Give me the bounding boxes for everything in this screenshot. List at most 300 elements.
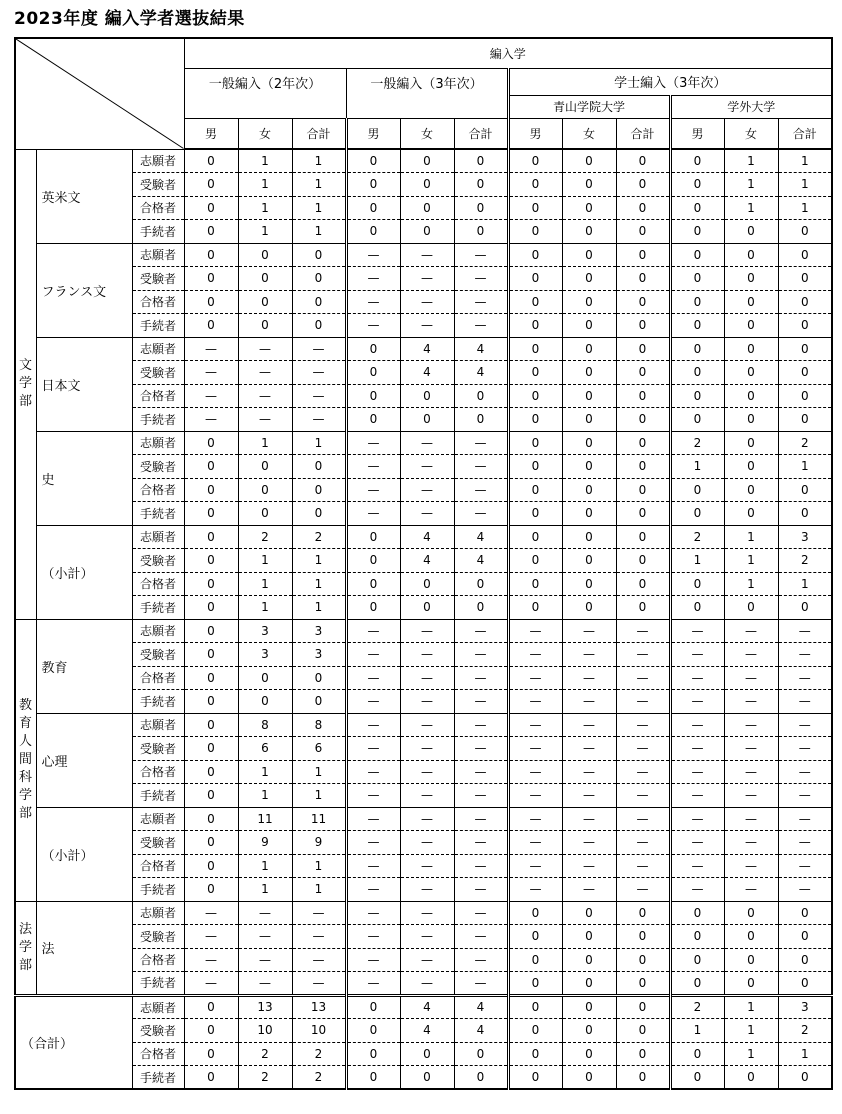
- value-cell: 0: [454, 408, 508, 432]
- value-cell: —: [670, 854, 724, 878]
- value-cell: 0: [184, 854, 238, 878]
- value-cell: —: [346, 784, 400, 808]
- category-label: 受験者: [132, 549, 184, 573]
- value-cell: 0: [238, 502, 292, 526]
- category-label: 受験者: [132, 831, 184, 855]
- value-cell: 0: [184, 784, 238, 808]
- category-label: 合格者: [132, 760, 184, 784]
- value-cell: 0: [778, 972, 832, 996]
- value-cell: —: [400, 643, 454, 667]
- value-cell: 0: [724, 948, 778, 972]
- value-cell: —: [562, 619, 616, 643]
- value-cell: —: [400, 972, 454, 996]
- category-label: 受験者: [132, 361, 184, 385]
- table-row: [15, 478, 832, 502]
- value-cell: 0: [400, 1042, 454, 1066]
- value-cell: 10: [238, 1019, 292, 1043]
- value-cell: —: [616, 784, 670, 808]
- value-cell: —: [670, 784, 724, 808]
- value-cell: 0: [292, 455, 346, 479]
- value-cell: 0: [724, 478, 778, 502]
- value-cell: —: [454, 502, 508, 526]
- value-cell: —: [778, 713, 832, 737]
- value-cell: 0: [616, 361, 670, 385]
- value-cell: —: [292, 972, 346, 996]
- value-cell: 0: [454, 149, 508, 173]
- value-cell: —: [454, 690, 508, 714]
- value-cell: —: [562, 831, 616, 855]
- value-cell: 1: [292, 196, 346, 220]
- table-row: [15, 502, 832, 526]
- value-cell: 1: [292, 854, 346, 878]
- value-cell: 0: [778, 502, 832, 526]
- column-header-8: 合計: [616, 118, 670, 149]
- value-cell: 1: [238, 878, 292, 902]
- value-cell: 1: [724, 1019, 778, 1043]
- value-cell: —: [508, 737, 562, 761]
- value-cell: 1: [238, 220, 292, 244]
- value-cell: —: [778, 760, 832, 784]
- value-cell: —: [778, 643, 832, 667]
- value-cell: —: [778, 690, 832, 714]
- value-cell: —: [562, 690, 616, 714]
- value-cell: 0: [562, 1066, 616, 1090]
- value-cell: 0: [670, 243, 724, 267]
- value-cell: 0: [508, 1042, 562, 1066]
- value-cell: 0: [238, 455, 292, 479]
- faculty-label: 法学部: [15, 901, 36, 995]
- value-cell: 0: [724, 972, 778, 996]
- category-label: 志願者: [132, 243, 184, 267]
- value-cell: —: [400, 784, 454, 808]
- value-cell: 0: [184, 690, 238, 714]
- value-cell: 9: [292, 831, 346, 855]
- value-cell: 0: [724, 502, 778, 526]
- value-cell: —: [724, 784, 778, 808]
- value-cell: 1: [292, 149, 346, 173]
- value-cell: —: [292, 337, 346, 361]
- value-cell: —: [778, 666, 832, 690]
- value-cell: 0: [616, 572, 670, 596]
- table-row: [15, 455, 832, 479]
- category-label: 志願者: [132, 525, 184, 549]
- value-cell: 0: [454, 173, 508, 197]
- value-cell: —: [400, 314, 454, 338]
- value-cell: —: [346, 972, 400, 996]
- value-cell: 1: [238, 596, 292, 620]
- value-cell: 0: [346, 220, 400, 244]
- value-cell: 1: [292, 220, 346, 244]
- value-cell: 2: [238, 1042, 292, 1066]
- value-cell: 0: [508, 196, 562, 220]
- value-cell: —: [400, 267, 454, 291]
- value-cell: —: [400, 455, 454, 479]
- category-label: 手続者: [132, 878, 184, 902]
- value-cell: 0: [184, 502, 238, 526]
- value-cell: —: [346, 267, 400, 291]
- value-cell: 0: [508, 173, 562, 197]
- column-header-4: 女: [400, 118, 454, 149]
- value-cell: 0: [616, 196, 670, 220]
- value-cell: 1: [238, 431, 292, 455]
- value-cell: —: [400, 854, 454, 878]
- value-cell: 1: [670, 549, 724, 573]
- value-cell: —: [670, 737, 724, 761]
- value-cell: —: [238, 384, 292, 408]
- value-cell: 0: [670, 149, 724, 173]
- value-cell: —: [508, 831, 562, 855]
- value-cell: —: [346, 831, 400, 855]
- column-header-10: 女: [724, 118, 778, 149]
- table-row: [15, 549, 832, 573]
- value-cell: 0: [670, 408, 724, 432]
- value-cell: —: [400, 502, 454, 526]
- category-label: 合格者: [132, 666, 184, 690]
- value-cell: 0: [184, 572, 238, 596]
- value-cell: 0: [346, 995, 400, 1019]
- category-label: 志願者: [132, 337, 184, 361]
- value-cell: 0: [184, 314, 238, 338]
- value-cell: 0: [346, 408, 400, 432]
- value-cell: —: [562, 807, 616, 831]
- value-cell: 0: [346, 361, 400, 385]
- value-cell: 0: [292, 314, 346, 338]
- value-cell: 2: [670, 995, 724, 1019]
- category-label: 受験者: [132, 173, 184, 197]
- value-cell: 0: [616, 337, 670, 361]
- value-cell: 0: [778, 948, 832, 972]
- value-cell: —: [616, 666, 670, 690]
- value-cell: —: [778, 737, 832, 761]
- value-cell: 0: [184, 807, 238, 831]
- value-cell: —: [184, 972, 238, 996]
- table-row: [15, 173, 832, 197]
- value-cell: —: [184, 361, 238, 385]
- table-row: [15, 314, 832, 338]
- value-cell: 0: [508, 361, 562, 385]
- value-cell: 0: [724, 384, 778, 408]
- table-row: [15, 619, 832, 643]
- value-cell: 0: [616, 173, 670, 197]
- value-cell: 0: [616, 901, 670, 925]
- value-cell: —: [616, 737, 670, 761]
- value-cell: 0: [346, 384, 400, 408]
- value-cell: 0: [454, 1066, 508, 1090]
- column-header-11: 合計: [778, 118, 832, 149]
- value-cell: 0: [562, 337, 616, 361]
- value-cell: 8: [238, 713, 292, 737]
- category-label: 手続者: [132, 314, 184, 338]
- value-cell: 0: [184, 995, 238, 1019]
- value-cell: 11: [292, 807, 346, 831]
- table-row: [15, 361, 832, 385]
- value-cell: 0: [724, 361, 778, 385]
- value-cell: 1: [292, 431, 346, 455]
- category-label: 合格者: [132, 572, 184, 596]
- department-label: 教育: [36, 619, 132, 713]
- value-cell: 1: [778, 196, 832, 220]
- value-cell: 0: [292, 267, 346, 291]
- value-cell: —: [346, 878, 400, 902]
- value-cell: 0: [508, 290, 562, 314]
- value-cell: 0: [346, 1042, 400, 1066]
- category-label: 受験者: [132, 737, 184, 761]
- value-cell: —: [616, 878, 670, 902]
- value-cell: —: [778, 878, 832, 902]
- table-row: [15, 149, 832, 173]
- category-label: 志願者: [132, 807, 184, 831]
- value-cell: 0: [616, 995, 670, 1019]
- value-cell: 0: [454, 1042, 508, 1066]
- value-cell: 0: [508, 948, 562, 972]
- value-cell: 0: [184, 760, 238, 784]
- value-cell: 0: [724, 243, 778, 267]
- value-cell: 0: [292, 666, 346, 690]
- value-cell: 0: [562, 173, 616, 197]
- value-cell: 3: [292, 619, 346, 643]
- value-cell: 0: [562, 478, 616, 502]
- value-cell: —: [454, 972, 508, 996]
- category-label: 合格者: [132, 290, 184, 314]
- value-cell: —: [400, 737, 454, 761]
- header-bachelor-aoyama: 青山学院大学: [508, 95, 670, 118]
- value-cell: 0: [508, 549, 562, 573]
- value-cell: 1: [670, 455, 724, 479]
- category-label: 合格者: [132, 196, 184, 220]
- value-cell: —: [454, 619, 508, 643]
- value-cell: 0: [778, 290, 832, 314]
- value-cell: —: [724, 807, 778, 831]
- value-cell: 0: [562, 220, 616, 244]
- value-cell: 4: [400, 549, 454, 573]
- category-label: 受験者: [132, 267, 184, 291]
- value-cell: —: [454, 666, 508, 690]
- value-cell: 0: [616, 972, 670, 996]
- value-cell: —: [238, 361, 292, 385]
- value-cell: 1: [778, 572, 832, 596]
- value-cell: —: [238, 925, 292, 949]
- value-cell: —: [346, 431, 400, 455]
- value-cell: —: [724, 737, 778, 761]
- value-cell: —: [454, 760, 508, 784]
- category-label: 志願者: [132, 713, 184, 737]
- value-cell: 0: [184, 431, 238, 455]
- category-label: 受験者: [132, 643, 184, 667]
- value-cell: 2: [778, 431, 832, 455]
- value-cell: 0: [292, 690, 346, 714]
- table-row: [15, 337, 832, 361]
- value-cell: 0: [238, 243, 292, 267]
- value-cell: 2: [238, 1066, 292, 1090]
- value-cell: —: [508, 760, 562, 784]
- table-row: [15, 878, 832, 902]
- value-cell: 0: [562, 596, 616, 620]
- category-label: 合格者: [132, 948, 184, 972]
- value-cell: —: [292, 408, 346, 432]
- column-header-3: 男: [346, 118, 400, 149]
- value-cell: 0: [400, 173, 454, 197]
- value-cell: —: [292, 384, 346, 408]
- table-row: [15, 807, 832, 831]
- value-cell: 0: [562, 267, 616, 291]
- value-cell: —: [670, 666, 724, 690]
- value-cell: —: [616, 831, 670, 855]
- value-cell: —: [346, 502, 400, 526]
- value-cell: 0: [508, 596, 562, 620]
- value-cell: 0: [184, 525, 238, 549]
- value-cell: 4: [454, 995, 508, 1019]
- value-cell: 0: [454, 220, 508, 244]
- value-cell: 0: [616, 431, 670, 455]
- category-label: 手続者: [132, 1066, 184, 1090]
- value-cell: —: [508, 878, 562, 902]
- value-cell: —: [724, 831, 778, 855]
- value-cell: —: [400, 290, 454, 314]
- department-label: （小計）: [36, 807, 132, 901]
- value-cell: —: [346, 455, 400, 479]
- value-cell: 0: [562, 925, 616, 949]
- value-cell: —: [454, 901, 508, 925]
- category-label: 手続者: [132, 502, 184, 526]
- value-cell: —: [724, 666, 778, 690]
- value-cell: 0: [508, 972, 562, 996]
- value-cell: 0: [562, 549, 616, 573]
- value-cell: 0: [562, 455, 616, 479]
- value-cell: 0: [562, 361, 616, 385]
- value-cell: 1: [724, 572, 778, 596]
- value-cell: 0: [724, 220, 778, 244]
- value-cell: 0: [346, 149, 400, 173]
- value-cell: 4: [454, 337, 508, 361]
- value-cell: 10: [292, 1019, 346, 1043]
- table-row: [15, 666, 832, 690]
- value-cell: 0: [508, 502, 562, 526]
- corner-diagonal-line: [16, 39, 184, 149]
- value-cell: 0: [616, 220, 670, 244]
- value-cell: —: [184, 384, 238, 408]
- value-cell: —: [400, 690, 454, 714]
- value-cell: —: [670, 619, 724, 643]
- value-cell: 1: [292, 572, 346, 596]
- value-cell: 0: [562, 290, 616, 314]
- value-cell: 0: [616, 925, 670, 949]
- category-label: 志願者: [132, 431, 184, 455]
- table-row: [15, 525, 832, 549]
- value-cell: 0: [292, 478, 346, 502]
- value-cell: 3: [238, 619, 292, 643]
- value-cell: —: [616, 854, 670, 878]
- table-row: [15, 1042, 832, 1066]
- table-row: [15, 737, 832, 761]
- department-label: 史: [36, 431, 132, 525]
- table-row: [15, 196, 832, 220]
- value-cell: —: [184, 925, 238, 949]
- value-cell: 0: [670, 948, 724, 972]
- value-cell: —: [346, 619, 400, 643]
- value-cell: 0: [616, 502, 670, 526]
- table-row: [15, 572, 832, 596]
- value-cell: 4: [400, 525, 454, 549]
- value-cell: 0: [724, 1066, 778, 1090]
- column-header-2: 合計: [292, 118, 346, 149]
- value-cell: —: [400, 807, 454, 831]
- value-cell: 0: [508, 455, 562, 479]
- value-cell: 4: [454, 549, 508, 573]
- value-cell: —: [400, 878, 454, 902]
- value-cell: 0: [184, 478, 238, 502]
- value-cell: 0: [184, 878, 238, 902]
- value-cell: 0: [778, 337, 832, 361]
- value-cell: —: [454, 290, 508, 314]
- value-cell: 0: [778, 478, 832, 502]
- value-cell: —: [400, 619, 454, 643]
- value-cell: —: [508, 807, 562, 831]
- value-cell: 0: [562, 972, 616, 996]
- value-cell: 0: [508, 220, 562, 244]
- value-cell: —: [724, 619, 778, 643]
- value-cell: 8: [292, 713, 346, 737]
- value-cell: 0: [508, 572, 562, 596]
- value-cell: —: [454, 948, 508, 972]
- value-cell: 4: [400, 995, 454, 1019]
- faculty-label: 文学部: [15, 149, 36, 619]
- table-row: [15, 995, 832, 1019]
- table-row: [15, 290, 832, 314]
- value-cell: 1: [724, 173, 778, 197]
- value-cell: 2: [238, 525, 292, 549]
- value-cell: —: [562, 713, 616, 737]
- value-cell: 0: [292, 290, 346, 314]
- value-cell: —: [670, 878, 724, 902]
- value-cell: —: [724, 713, 778, 737]
- department-label: 日本文: [36, 337, 132, 431]
- value-cell: 0: [778, 408, 832, 432]
- column-header-1: 女: [238, 118, 292, 149]
- value-cell: 0: [184, 596, 238, 620]
- value-cell: —: [346, 925, 400, 949]
- value-cell: —: [454, 854, 508, 878]
- table-row: [15, 243, 832, 267]
- value-cell: —: [724, 878, 778, 902]
- value-cell: 0: [346, 1019, 400, 1043]
- value-cell: 0: [616, 408, 670, 432]
- value-cell: 0: [238, 690, 292, 714]
- category-label: 手続者: [132, 596, 184, 620]
- value-cell: 0: [400, 572, 454, 596]
- value-cell: 0: [508, 149, 562, 173]
- value-cell: —: [238, 972, 292, 996]
- value-cell: —: [616, 643, 670, 667]
- value-cell: 0: [616, 314, 670, 338]
- value-cell: 0: [508, 1066, 562, 1090]
- value-cell: —: [346, 854, 400, 878]
- value-cell: 0: [184, 290, 238, 314]
- value-cell: —: [778, 807, 832, 831]
- value-cell: 0: [346, 337, 400, 361]
- value-cell: —: [454, 455, 508, 479]
- value-cell: —: [562, 760, 616, 784]
- value-cell: 0: [616, 290, 670, 314]
- value-cell: 1: [292, 549, 346, 573]
- value-cell: —: [184, 901, 238, 925]
- value-cell: —: [724, 760, 778, 784]
- value-cell: 0: [670, 478, 724, 502]
- value-cell: —: [562, 784, 616, 808]
- value-cell: —: [562, 737, 616, 761]
- category-label: 合格者: [132, 478, 184, 502]
- value-cell: 1: [238, 149, 292, 173]
- value-cell: 4: [454, 1019, 508, 1043]
